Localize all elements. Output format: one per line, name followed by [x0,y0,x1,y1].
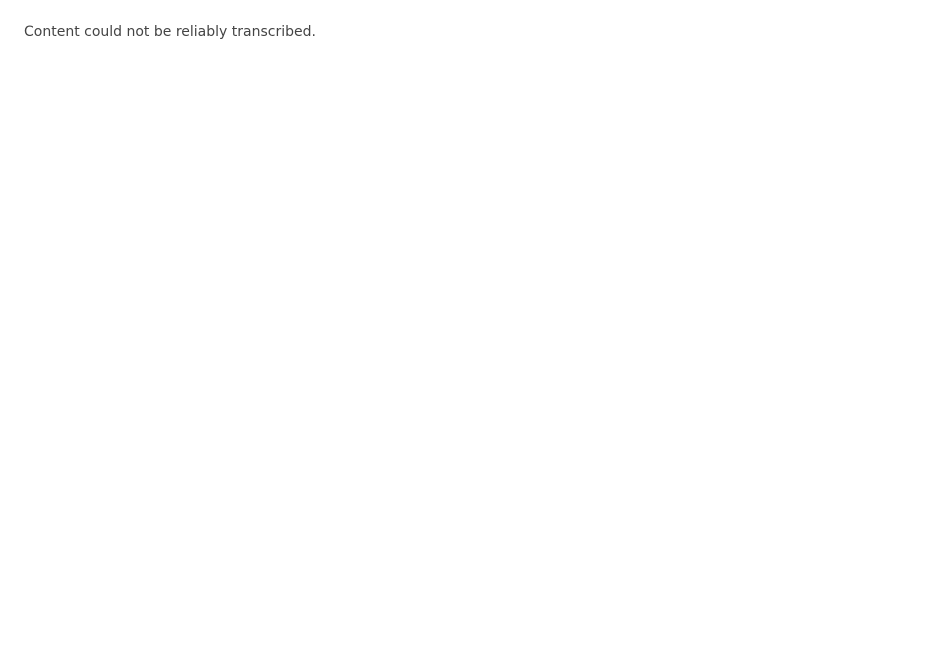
placeholder-message: Content could not be reliably transcribed. [24,24,316,40]
